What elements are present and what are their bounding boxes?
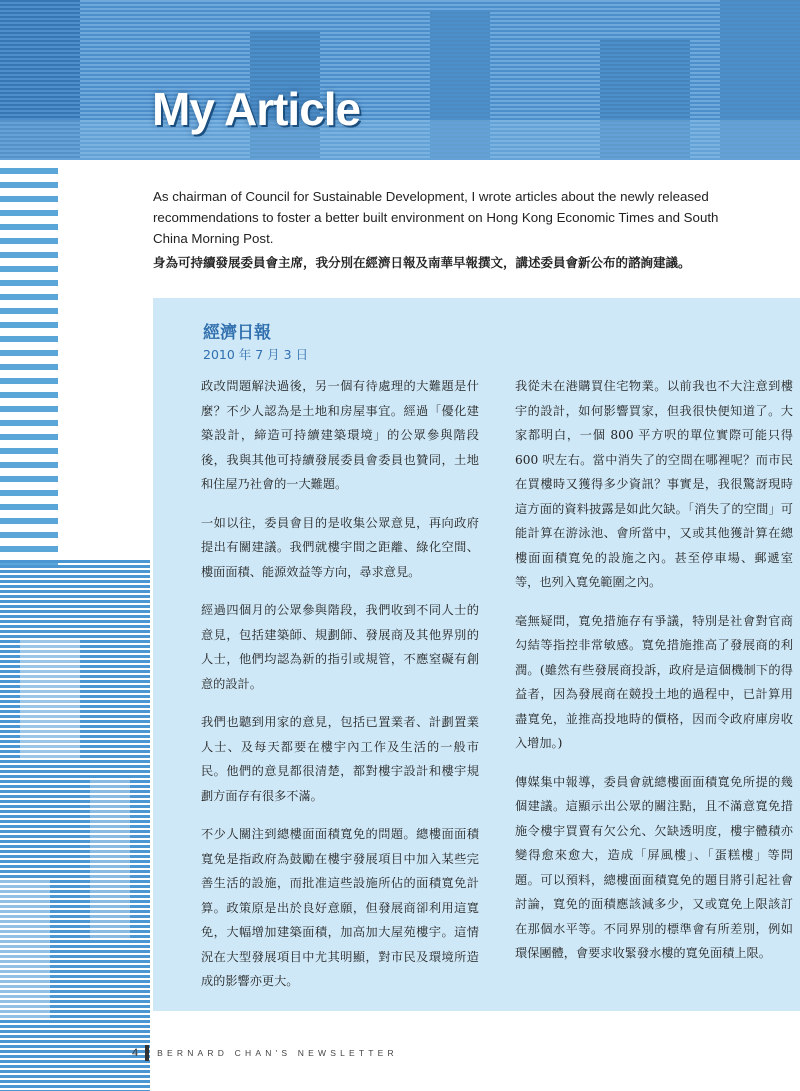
article-paragraph: 一如以往，委員會目的是收集公眾意見，再向政府提出有關建議。我們就樓宇間之距離、綠化空間、樓面面積、能源效益等方向，尋求意見。 <box>201 515 479 579</box>
article-paragraph: 政改問題解決過後，另一個有待處理的大難題是什麼？不少人認為是土地和房屋事宜。經過「優化建築設計，締造可持續建築環境」的公眾參與階段後，我與其他可持續發展委員會委員也贊同，土地和住屋乃社會的一大難題。 <box>201 379 479 491</box>
intro-section <box>153 186 733 273</box>
page-number: 4 <box>132 1047 139 1059</box>
decorative-stripes-left <box>0 160 58 580</box>
article-paragraph: 我從未在港購買住宅物業。以前我也不大注意到樓宇的設計，如何影響買家，但我很快便知道了。大家都明白，一個 800 平方呎的單位實際可能只得 600 呎左右。當中消失了的空間在哪裡呢？而市民在買樓時又獲得多少資訊？事實是，我很驚訝現時這方面的資料披露是如此欠缺。「消失了的空間」可能計算在游泳池、會所當中，又或其他獲計算在總樓面面積寬免的設施之內。甚至停車場、郵遞室等，也列入寬免範圍之內。 <box>515 379 793 589</box>
article-paragraph: 傳媒集中報導，委員會就總樓面面積寬免所提的幾個建議。這顯示出公眾的關注點，且不滿意寬免措施令樓宇買賣有欠公允、欠缺透明度，樓宇體積亦變得愈來愈大，造成「屏風樓」、「蛋糕樓」等問題。可以預料，總樓面面積寬免的題目將引起社會討論，寬免的面積應該減多少，又或寬免上限該訂在那個水平等。不同界別的標準會有所差別，例如環保團體，會要求收緊發水樓的寬免面積上限。 <box>515 774 793 960</box>
newspaper-name: 經濟日報 <box>203 323 271 343</box>
decorative-halftone-bottom-left <box>0 560 150 1091</box>
article-column-right <box>515 374 793 980</box>
intro-english: As chairman of Council for Sustainable Development, I wrote articles about the newly released recommendations to foster a better built environment on Hong Kong Economic Times and South China Morning Post. <box>153 189 719 246</box>
article-paragraph: 我們也聽到用家的意見，包括已置業者、計劃置業人士、及每天都要在樓宇內工作及生活的一般市民。他們的意見都很清楚，都對樓宇設計和樓宇規劃方面存有很多不滿。 <box>201 715 479 803</box>
footer-divider <box>145 1045 149 1061</box>
newsletter-name: BERNARD CHAN'S NEWSLETTER <box>157 1048 398 1058</box>
page-footer <box>132 1045 398 1061</box>
article-box <box>153 298 800 1011</box>
article-paragraph: 經過四個月的公眾參與階段，我們收到不同人士的意見，包括建築師、規劃師、發展商及其他界別的人士，他們均認為新的指引或規管，不應窒礙有創意的設計。 <box>201 603 479 691</box>
intro-chinese: 身為可持續發展委員會主席，我分別在經濟日報及南華早報撰文，講述委員會新公布的諮詢建議。 <box>153 255 691 270</box>
article-date: 2010 年 7 月 3 日 <box>203 347 309 362</box>
article-paragraph: 毫無疑問，寬免措施存有爭議，特別是社會對官商勾結等指控非常敏感。寬免措施推高了發展商的利潤。(雖然有些發展商投訴，政府是這個機制下的得益者，因為發展商在競投土地的過程中，已計算用盡寬免，並推高投地時的價格，因而令政府庫房收入增加。) <box>515 613 793 750</box>
page-title: My Article <box>152 83 361 135</box>
header-banner <box>0 0 800 160</box>
article-column-left <box>201 374 479 1008</box>
article-paragraph: 不少人關注到總樓面面積寬免的問題。總樓面面積寬免是指政府為鼓勵在樓宇發展項目中加入某些完善生活的設施，而批准這些設施所佔的面積寬免計算。政策原是出於良好意願，但發展商卻利用這寬免，大幅增加建築面積，加高加大屋苑樓宇。這情況在大型發展項目中尤其明顯，對市民及環境所造成的影響亦更大。 <box>201 827 479 988</box>
crowd-halftone-background <box>0 0 800 160</box>
